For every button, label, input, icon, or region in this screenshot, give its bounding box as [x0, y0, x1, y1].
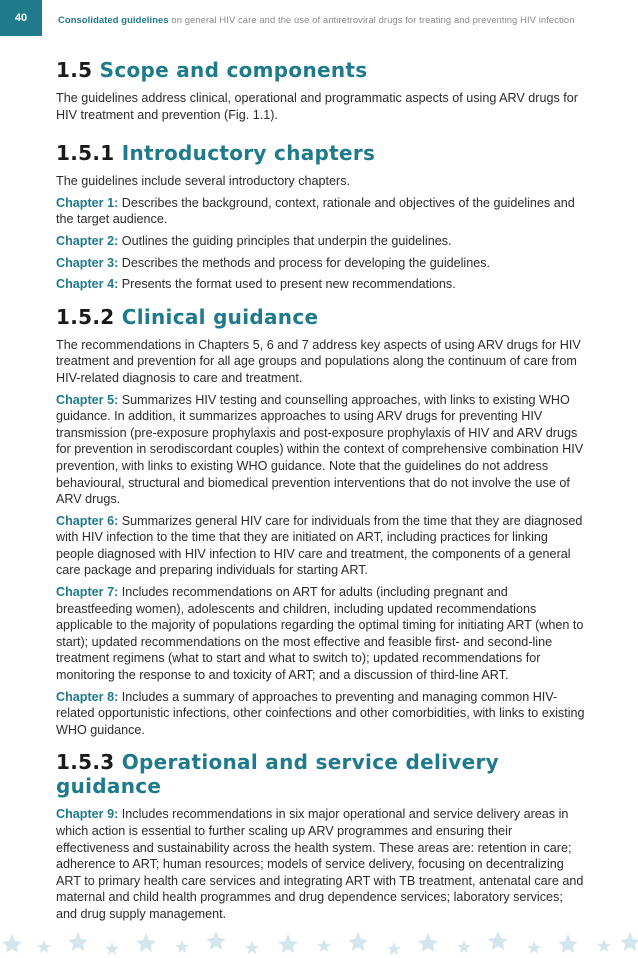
chapter-paragraph — [56, 513, 586, 579]
chapter-text: Summarizes HIV testing and counselling approaches, with links to existing WHO guidance. In addition, it summarizes approaches to using ARV drugs for preventing HIV transmission (pre-exposure prophylaxis and post-exposure prophylaxis of HIV and ARV drugs for prevention in serodiscordant couples) within the context of comprehensive combination HIV prevention, with links to existing WHO guidance. Note that the guidelines do not address behavioural, structural and biomedical prevention interventions that do not involve the use of ARV drugs. — [56, 392, 584, 507]
chapter-text: Describes the background, context, rationale and objectives of the guidelines and the target audience. — [56, 195, 575, 227]
section-title: Operational and service delivery guidance — [56, 750, 499, 799]
chapter-label: Chapter 4: — [56, 277, 119, 292]
chapter-paragraph — [56, 689, 586, 739]
chapter-text: Includes recommendations on ART for adults (including pregnant and breastfeeding women), adolescents and children, including updated recommendations applicable to the majority of populations regarding the optimal timing for initiating ART (when to start); updated recommendations on the most effective and feasible first- and second-line treatment regimens (what to start and what to switch to); updated recommendations for monitoring the response to and toxicity of ART; and a discussion of third-line ART. — [56, 585, 584, 683]
chapter-paragraph — [56, 255, 586, 272]
chapter-paragraph — [56, 584, 586, 684]
chapter-label: Chapter 5: — [56, 392, 119, 407]
chapter-paragraph — [56, 233, 586, 250]
chapter-text: Outlines the guiding principles that underpin the guidelines. — [121, 233, 452, 248]
section-number: 1.5.2 — [56, 304, 115, 329]
page-content — [56, 50, 586, 928]
page-number: 40 — [0, 0, 42, 36]
chapter-label: Chapter 8: — [56, 689, 119, 704]
section-heading-1-5 — [56, 58, 586, 82]
section-title: Introductory chapters — [121, 141, 376, 166]
decorative-star-border — [0, 918, 638, 958]
chapter-label: Chapter 1: — [56, 195, 119, 210]
section-number: 1.5.3 — [56, 750, 115, 775]
chapter-text: Presents the format used to present new recommendations. — [121, 277, 456, 292]
section-heading-1-5-3 — [56, 750, 586, 798]
chapter-label: Chapter 2: — [56, 233, 119, 248]
chapter-label: Chapter 9: — [56, 807, 119, 822]
chapter-text: Includes a summary of approaches to preventing and managing common HIV-related opportunistic infections, other coinfections and other comorbidities, with links to existing WHO guidance. — [56, 689, 585, 737]
section-intro: The recommendations in Chapters 5, 6 and 7 address key aspects of using ARV drugs for HIV treatment and prevention for all age groups and populations along the continuum of care from HIV-related diagnosis to care and treatment. — [56, 337, 581, 385]
section-number: 1.5 — [56, 58, 93, 82]
section-heading-1-5-1 — [56, 141, 586, 165]
section-intro: The guidelines include several introductory chapters. — [56, 174, 351, 189]
chapter-paragraph — [56, 276, 586, 293]
chapter-text: Includes recommendations in six major operational and service delivery areas in which action is essential to further scaling up ARV programmes and ensuring their effectiveness and sustainability across the health system. These areas are: retention in care; adherence to ART; human resources; models of service delivery, focusing on decentralizing ART to primary health care services and integrating ART with TB treatment, antenatal care and maternal and child health programmes and drug dependence services; laboratory services; and drug supply management. — [56, 807, 584, 921]
chapter-label: Chapter 3: — [56, 255, 119, 270]
chapter-paragraph — [56, 195, 586, 228]
chapter-label: Chapter 6: — [56, 513, 119, 528]
chapter-label: Chapter 7: — [56, 585, 119, 600]
chapter-paragraph — [56, 392, 586, 508]
chapter-text: Summarizes general HIV care for individuals from the time that they are diagnosed with HIV infection to the time that they are initiated on ART, including practices for linking people diagnosed with HIV infection to HIV care and treatment, the components of a general care package and preparing individuals for starting ART. — [56, 513, 583, 578]
section-title: Clinical guidance — [121, 304, 319, 329]
section-title: Scope and components — [99, 58, 368, 82]
section-intro: The guidelines address clinical, operational and programmatic aspects of using ARV drugs for HIV treatment and prevention (Fig. 1.1). — [56, 91, 578, 122]
section-heading-1-5-2 — [56, 305, 586, 329]
chapter-text: Describes the methods and process for developing the guidelines. — [121, 255, 491, 270]
star-pattern-icon — [0, 918, 638, 958]
running-header-title: Consolidated guidelines — [58, 14, 169, 25]
section-number: 1.5.1 — [56, 141, 115, 166]
running-header-subtitle: on general HIV care and the use of antiretroviral drugs for treating and preventing HIV infection — [171, 14, 575, 25]
running-header — [58, 14, 633, 25]
chapter-paragraph — [56, 806, 586, 922]
